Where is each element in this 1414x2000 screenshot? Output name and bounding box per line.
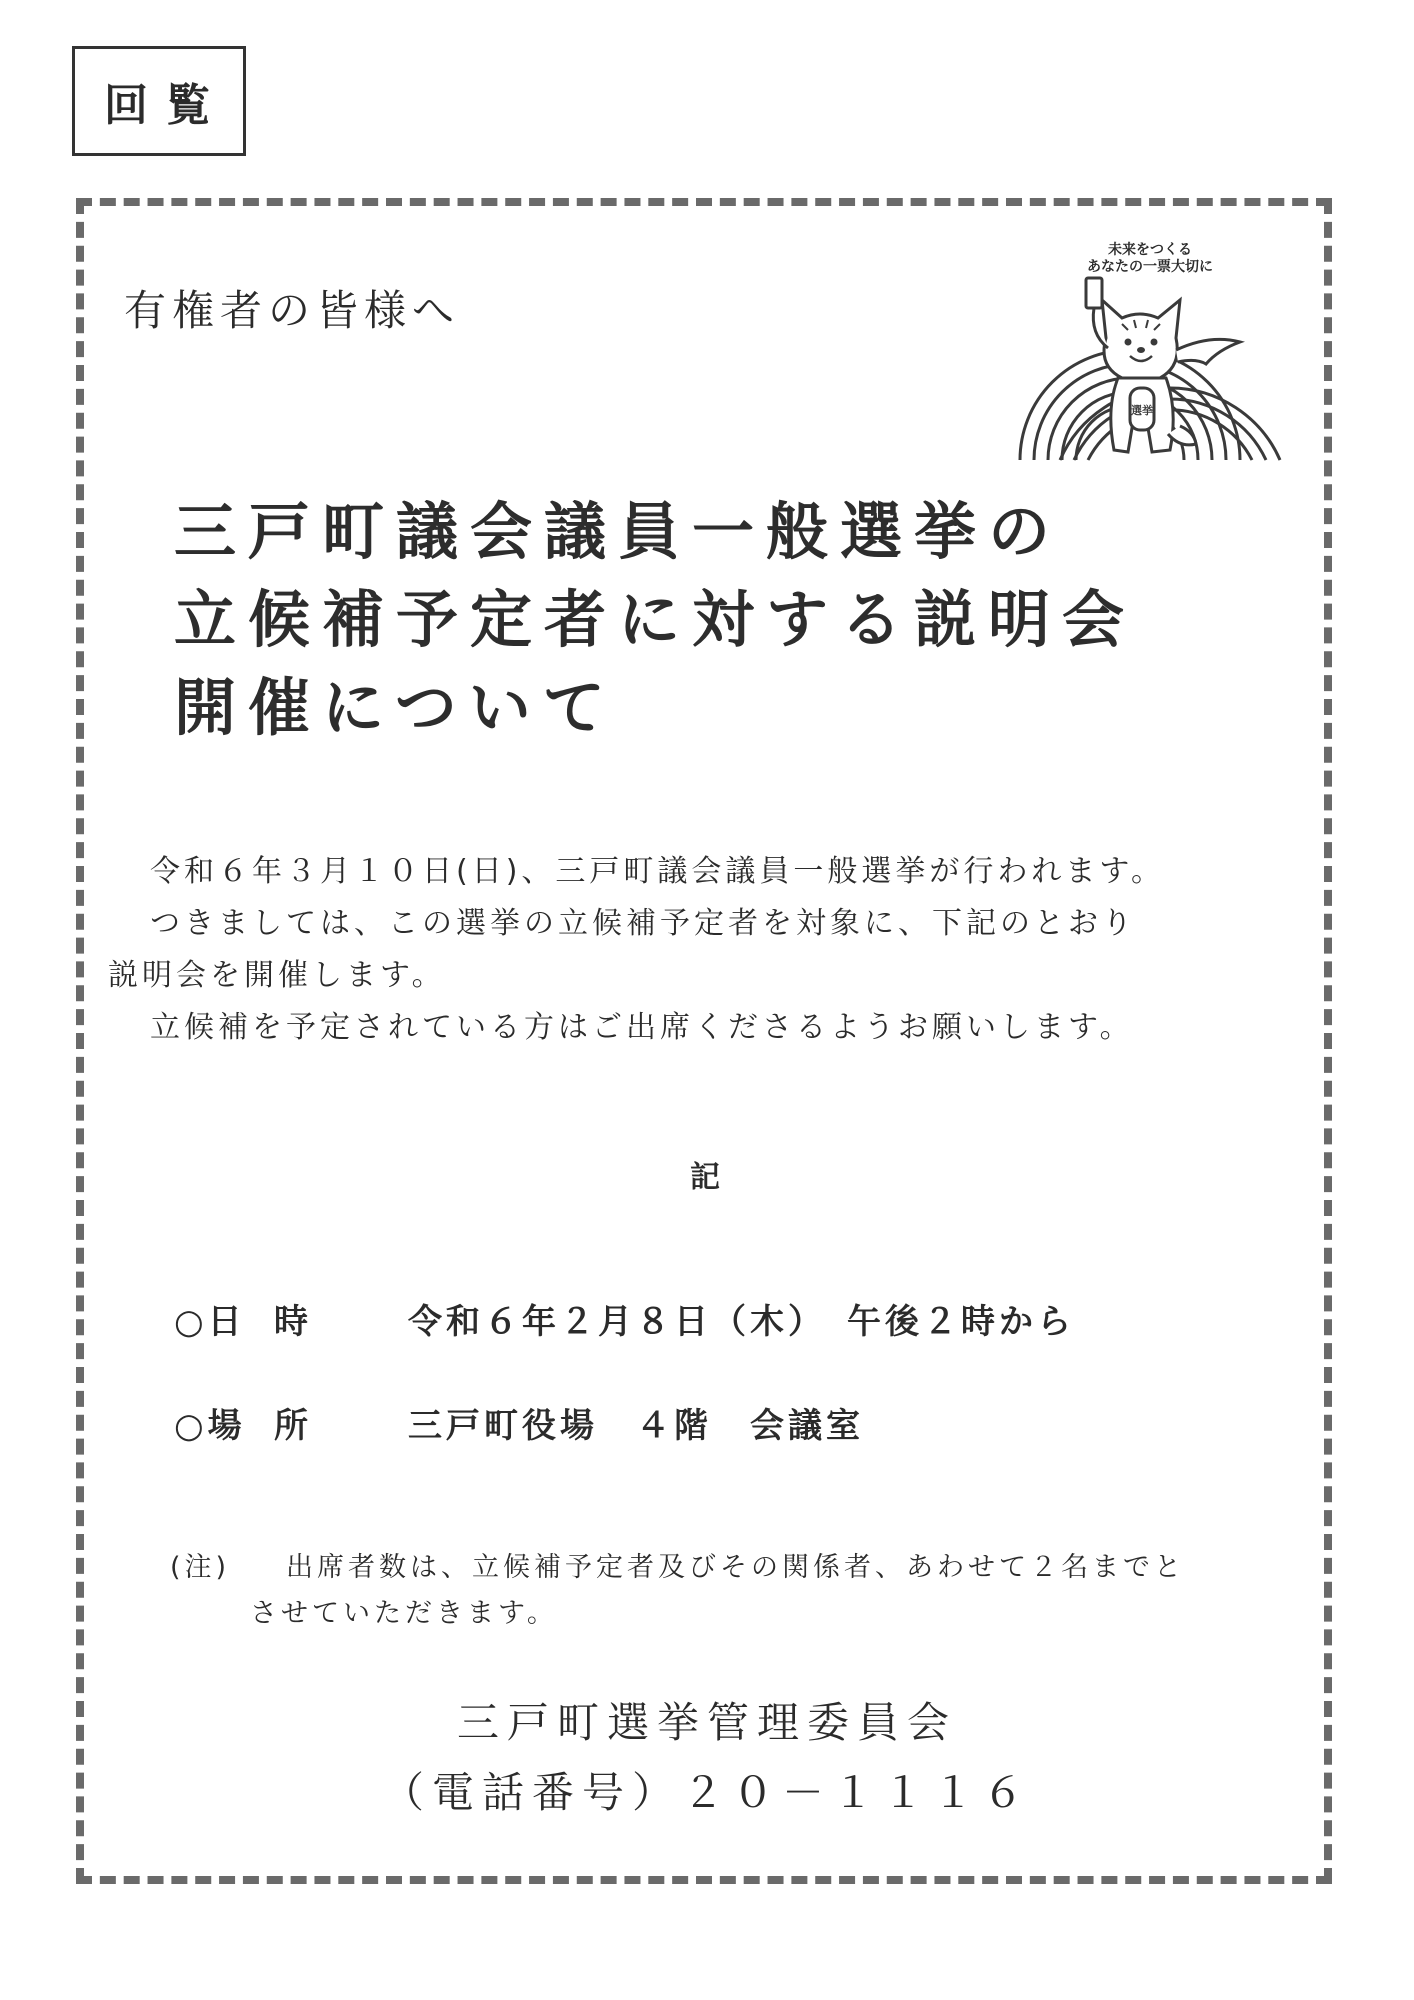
- info-row-date: [174, 1294, 1075, 1343]
- note-mark: (注): [170, 1552, 231, 1583]
- sender-name: 三戸町選挙管理委員会: [456, 1698, 957, 1747]
- body-line4: 立候補を予定されている方はご出席くださるようお願いします。: [150, 1010, 1134, 1045]
- place-label-2: 所: [274, 1406, 312, 1446]
- date-label-1: ○日: [174, 1302, 246, 1342]
- document-title: [174, 488, 1136, 752]
- body-line3: 説明会を開催します。: [108, 958, 446, 993]
- info-row-place: [174, 1398, 864, 1447]
- place-label: [174, 1398, 408, 1447]
- mascot-slogan: [1052, 242, 1248, 276]
- note-line2: させていただきます。: [250, 1598, 558, 1629]
- note-line1: 出席者数は、立候補予定者及びその関係者、あわせて２名までと: [286, 1552, 1185, 1583]
- date-label: [174, 1294, 408, 1343]
- note: [170, 1545, 1185, 1637]
- mascot-slogan-line1: 未来をつくる: [1108, 242, 1192, 258]
- title-line2: 立候補予定者に対する説明会: [174, 583, 1137, 656]
- kairan-box: 回覧: [72, 46, 246, 156]
- body-line2: つきましては、この選挙の立候補予定者を対象に、下記のとおり: [150, 906, 1136, 941]
- place-label-1: ○場: [174, 1406, 246, 1446]
- cat-character-icon: [1086, 278, 1240, 452]
- title-line3: 開催について: [174, 671, 617, 744]
- title-line1: 三戸町議会議員一般選挙の: [174, 495, 1063, 568]
- body-line1: 令和６年３月１０日(日)、三戸町議会議員一般選挙が行われます。: [150, 854, 1166, 889]
- mascot-slogan-line2: あなたの一票大切に: [1087, 259, 1213, 275]
- ki-heading: 記: [690, 1160, 720, 1195]
- addressee: 有権者の皆様へ: [124, 286, 461, 335]
- date-label-2: 時: [274, 1302, 312, 1342]
- place-value: 三戸町役場 ４階 会議室: [408, 1406, 864, 1446]
- sender-phone: （電話番号）２０－１１１６: [381, 1768, 1032, 1817]
- date-value: 令和６年２月８日（木） 午後２時から: [408, 1302, 1075, 1342]
- body-paragraphs: [108, 846, 1165, 1054]
- mascot-badge: 選挙: [1131, 404, 1153, 417]
